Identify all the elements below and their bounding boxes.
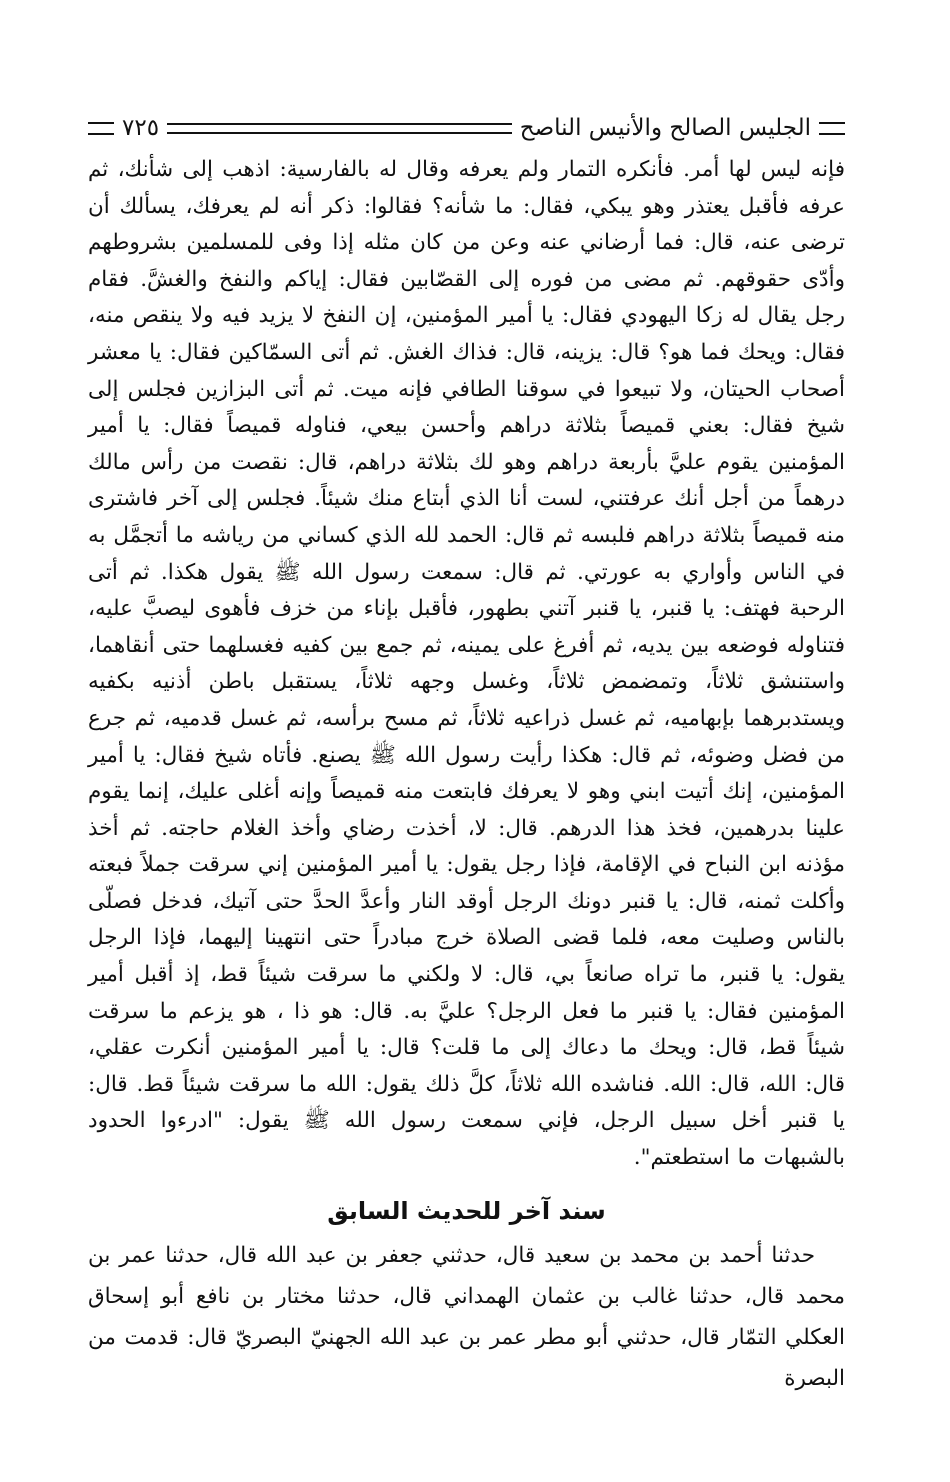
header-ornament-right bbox=[819, 122, 845, 135]
section-heading: سند آخر للحديث السابق bbox=[327, 1196, 606, 1225]
book-page bbox=[88, 108, 845, 1398]
page-number: ٧٢٥ bbox=[122, 115, 160, 141]
header-ornament-left bbox=[88, 122, 114, 135]
running-title: الجليس الصالح والأنيس الناصح bbox=[519, 115, 811, 141]
header-rule bbox=[167, 123, 512, 134]
isnad-paragraph: حدثنا أحمد بن محمد بن سعيد قال، حدثني جعفر بن عبد الله قال، حدثنا عمر بن محمد قال، حدثنا غالب بن عثمان الهمداني قال، حدثنا مختار بن نافع أبو إسحاق العكلي التمّار قال، حدثني أبو مطر عمر بن عبد الله الجهنيّ البصريّ قال: قدمت من البصرة bbox=[88, 1242, 845, 1391]
main-paragraph: فإنه ليس لها أمر. فأنكره التمار ولم يعرفه وقال له بالفارسية: اذهب إلى شأنك، ثم عرفه فأقبل يعتذر وهو يبكي، فقال: ما شأنه؟ فقالوا: ذكر أنه لم يعرفك، يسألك أن ترضى عنه، قال: فما أرضاني عنه وعن من كان مثله إذا وفى للمسلمين بشروطهم وأدّى حقوقهم. ثم مضى من فوره إلى القصّابين فقال: إياكم والنفخ والغشَّ. فقام رجل يقال له زكا اليهودي فقال: يا أمير المؤمنين، إن النفخ لا يزيد فيه ولا ينقص منه، فقال: ويحك فما هو؟ قال: يزينه، قال: فذاك الغش. ثم أتى السمّاكين فقال: يا معشر أصحاب الحيتان، ولا تبيعوا في سوقنا الطافي فإنه ميت. ثم أتى البزازين فجلس إلى شيخ فقال: بعني قميصاً بثلاثة دراهم وأحسن بيعي، فناوله قميصاً فقال: يا أمير المؤمنين يقوم عليَّ بأربعة دراهم وهو لك بثلاثة دراهم، قال: نقصت من رأس مالك درهماً من أجل أنك عرفتني، لست أنا الذي أبتاع منك شيئاً. فجلس إلى آخر فاشترى منه قميصاً بثلاثة دراهم فلبسه ثم قال: الحمد لله الذي كساني من رياشه ما أتجمَّل به في الناس وأواري به عورتي. ثم قال: سمعت رسول الله ﷺ يقول هكذا. ثم أتى الرحبة فهتف: يا قنبر، يا قنبر آتني بطهور، فأقبل بإناء من خزف فأهوى ليصبَّ عليه، فتناوله فوضعه بين يديه، ثم أفرغ على يمينه، ثم جمع بين كفيه فغسلهما حتى أنقاهما، واستنشق ثلاثاً، وتمضمض ثلاثاً، وغسل وجهه ثلاثاً، يستقبل باطن أذنيه بكفيه ويستدبرهما بإبهاميه، ثم غسل ذراعيه ثلاثاً، ثم مسح برأسه، ثم غسل قدميه، ثم جرع من فضل وضوئه، ثم قال: هكذا رأيت رسول الله ﷺ يصنع. فأتاه شيخ فقال: يا أمير المؤمنين، إنك أتيت ابني وهو لا يعرفك فابتعت منه قميصاً وإنه أغلى عليك، إنما يقوم علينا بدرهمين، فخذ هذا الدرهم. قال: لا، أخذت رضاي وأخذ الغلام حاجته. ثم أخذ مؤذنه ابن النباح في الإقامة، فإذا رجل يقول: يا أمير المؤمنين إني سرقت جملاً فبعته وأكلت ثمنه، قال: يا قنبر دونك الرجل أوقد النار وأعدَّ الحدَّ حتى آتيك، فدخل فصلّى بالناس وصليت معه، فلما قضى الصلاة خرج مبادراً حتى انتهينا إليهما، فإذا الرجل يقول: يا قنبر، ما تراه صانعاً بي، قال: لا ولكني ما سرقت شيئاً قط، إذ أقبل أمير المؤمنين فقال: يا قنبر ما فعل الرجل؟ عليَّ به. قال: هو ذا ، هو يزعم ما سرقت شيئاً قط، قال: ويحك ما دعاك إلى ما قلت؟ قال: يا أمير المؤمنين أنكرت عقلي، قال: الله، قال: الله. فناشده الله ثلاثاً، كلَّ ذلك يقول: الله ما سرقت شيئاً قط. قال: يا قنبر أخل سبيل الرجل، فإني سمعت رسول الله ﷺ يقول: "ادرءوا الحدود بالشبهات ما استطعتم". bbox=[88, 157, 845, 1171]
running-header bbox=[88, 108, 845, 148]
